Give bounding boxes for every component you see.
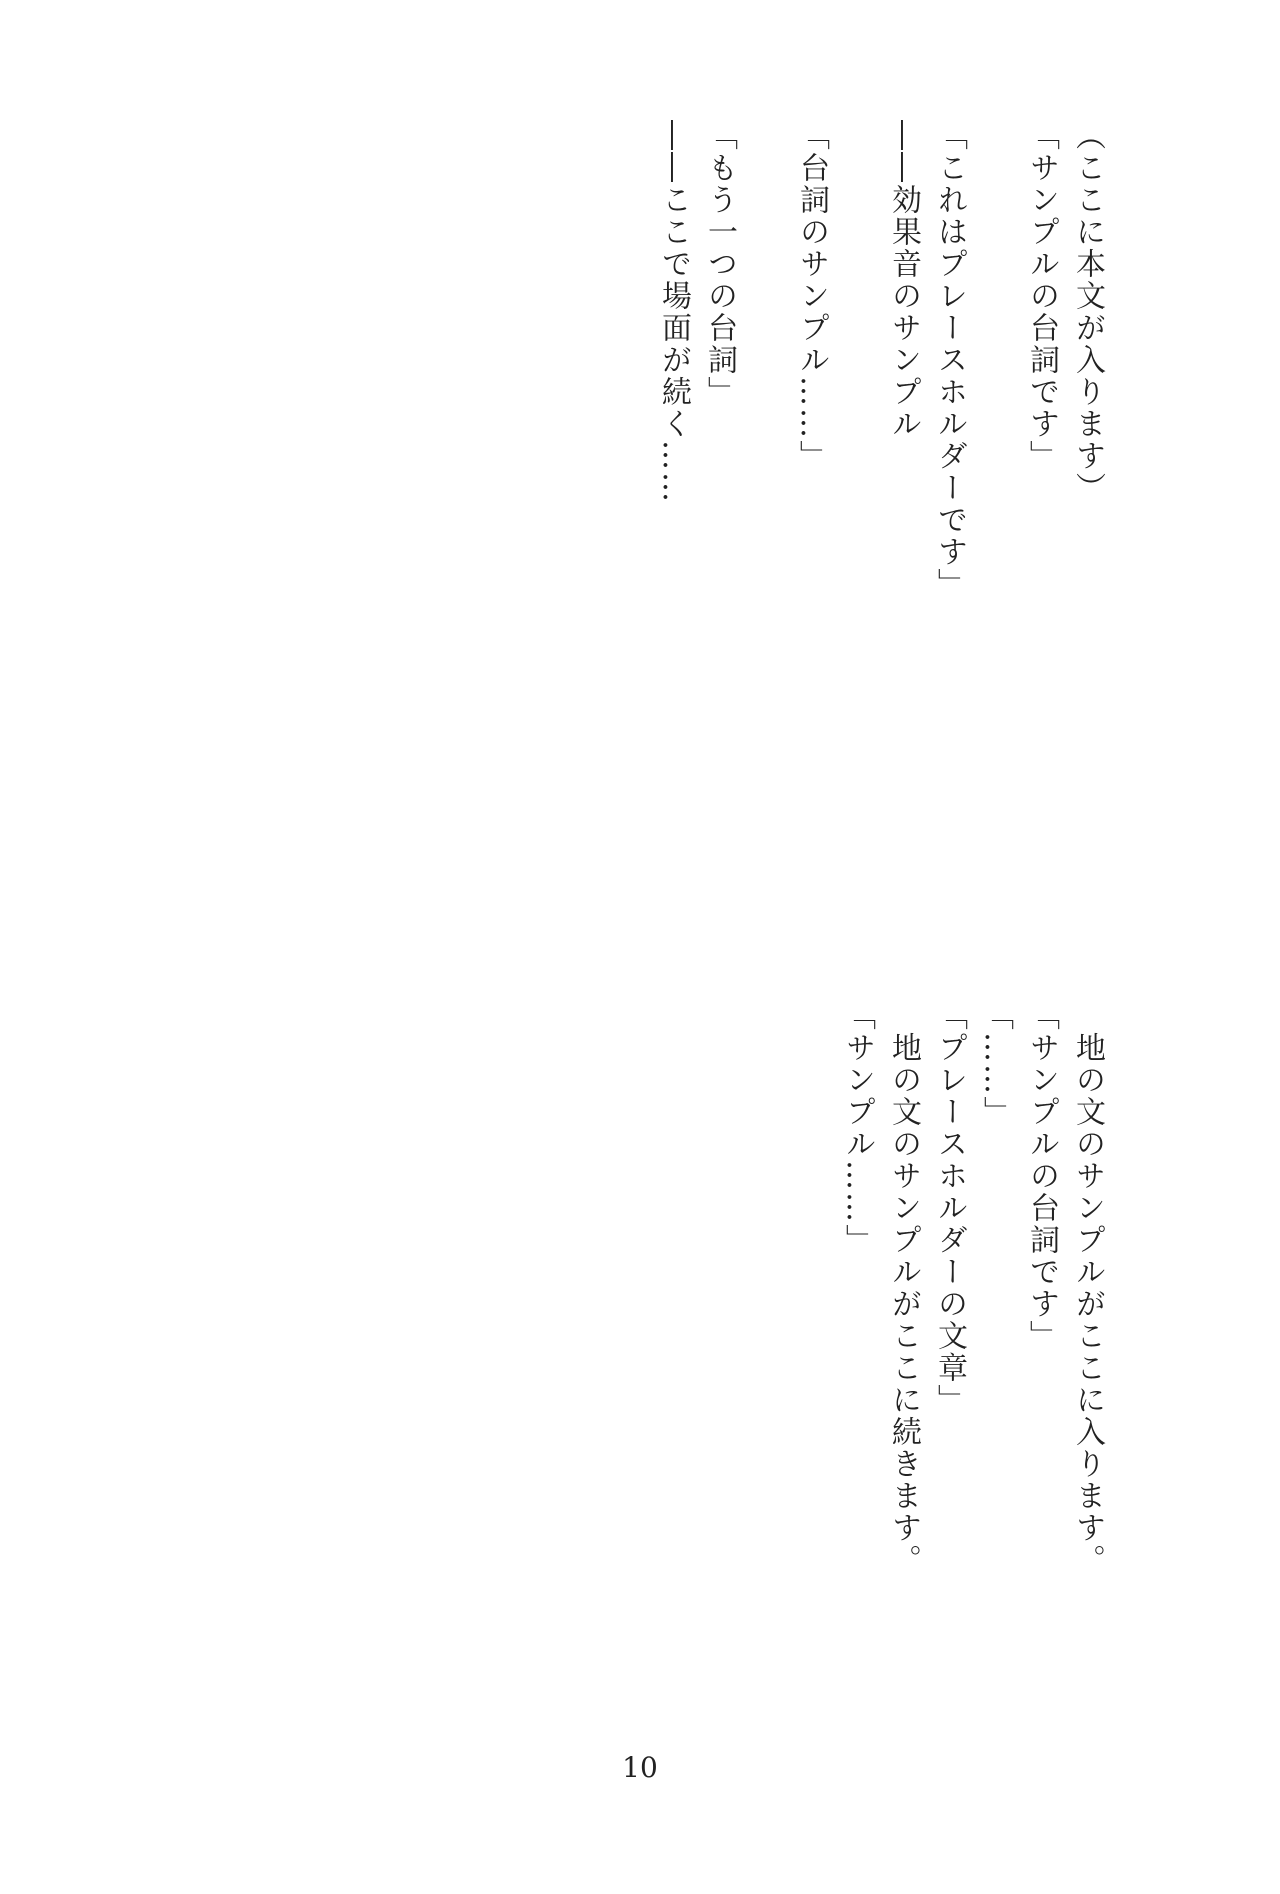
text-block-top xyxy=(170,120,1110,880)
text-line: 「プレースホルダーの文章」 xyxy=(932,1000,967,1416)
text-block-bottom xyxy=(170,1000,1110,1760)
text-line: 「台詞のサンプル……」 xyxy=(794,120,829,472)
text-line: 「サンプルの台詞です」 xyxy=(1024,1000,1059,1352)
text-line: 「サンプル……」 xyxy=(840,1000,875,1256)
text-line: （ここに本文が入ります） xyxy=(1070,120,1105,504)
text-line: 地の文のサンプルがここに続きます。 xyxy=(886,1000,921,1576)
text-line: ――ここで場面が続く…… xyxy=(656,120,691,504)
text-line: 「……」 xyxy=(978,1000,1013,1128)
text-line: 「これはプレースホルダーです」 xyxy=(932,120,967,600)
text-line: ――効果音のサンプル xyxy=(886,120,921,440)
text-line: 「サンプルの台詞です」 xyxy=(1024,120,1059,472)
text-line: 「もう一つの台詞」 xyxy=(702,120,737,408)
page-number: 10 xyxy=(622,1751,658,1784)
text-line: 地の文のサンプルがここに入ります。 xyxy=(1070,1000,1105,1576)
